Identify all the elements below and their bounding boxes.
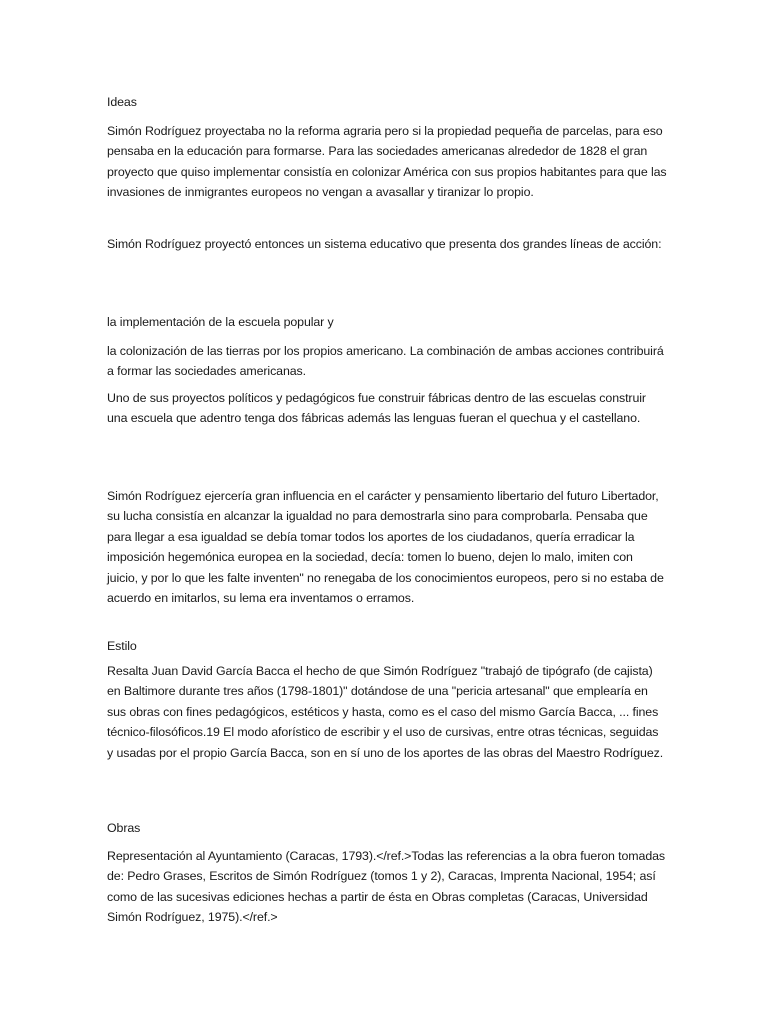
ideas-paragraph-land-colonization: la colonización de las tierras por los propios americano. La combinación de ambas acciones contribuirá a formar las sociedades americanas.	[107, 344, 664, 379]
section-heading-estilo: Estilo	[107, 639, 137, 653]
obras-paragraph-references: Representación al Ayuntamiento (Caracas, 1793).</ref.>Todas las referencias a la obra fueron tomadas de: Pedro Grases, Escritos de Simón Rodríguez (tomos 1 y 2), Caracas, Imprenta Nacional, 1954; así como de las sucesivas ediciones hechas a partir de ésta en Obras completas (Caracas, Universidad Simón Rodríguez, 1975).</ref.>	[107, 849, 666, 925]
ideas-paragraph-popular-school: la implementación de la escuela popular y	[107, 315, 334, 329]
ideas-paragraph-educational-system: Simón Rodríguez proyectó entonces un sistema educativo que presenta dos grandes líneas de acción:	[107, 237, 662, 251]
section-heading-ideas: Ideas	[107, 95, 137, 109]
ideas-paragraph-school-factories: Uno de sus proyectos políticos y pedagógicos fue construir fábricas dentro de las escuelas construir una escuela que adentro tenga dos fábricas además las lenguas fueran el quechua y el castellano.	[107, 391, 646, 426]
estilo-paragraph-typographer: Resalta Juan David García Bacca el hecho de que Simón Rodríguez "trabajó de tipógrafo (de cajista) en Baltimore durante tres años (1798-1801)" dotándose de una "pericia artesanal" que emplearía en sus obras con fines pedagógicos, estéticos y hasta, como es el caso del mismo García Bacca, ... fines técnico-filosóficos.19 El modo aforístico de escribir y el uso de cursivas, entre otras técnicas, seguidas y usadas por el propio García Bacca, son en sí uno de los aportes de las obras del Maestro Rodríguez.	[107, 664, 664, 760]
section-heading-obras: Obras	[107, 821, 141, 835]
ideas-paragraph-influence-on-libertador: Simón Rodríguez ejercería gran influencia en el carácter y pensamiento libertario del futuro Libertador, su lucha consistía en alcanzar la igualdad no para demostrarla sino para comprobarla. Pensaba que para llegar a esa igualdad se debía tomar todos los aportes de los ciudadanos, quería erradicar la imposición hegemónica europea en la sociedad, decía: tomen lo bueno, dejen lo malo, imiten con juicio, y por lo que les falte inventen" no renegaba de los conocimientos europeos, pero si no estaba de acuerdo en imitarlos, su lema era inventamos o erramos.	[107, 489, 664, 606]
ideas-paragraph-land-and-education: Simón Rodríguez proyectaba no la reforma agraria pero si la propiedad pequeña de parcelas, para eso pensaba en la educación para formarse. Para las sociedades americanas alrededor de 1828 el gran proyecto que quiso implementar consistía en colonizar América con sus propios habitantes para que las invasiones de inmigrantes europeos no vengan a avasallar y tiranizar lo propio.	[107, 124, 667, 200]
